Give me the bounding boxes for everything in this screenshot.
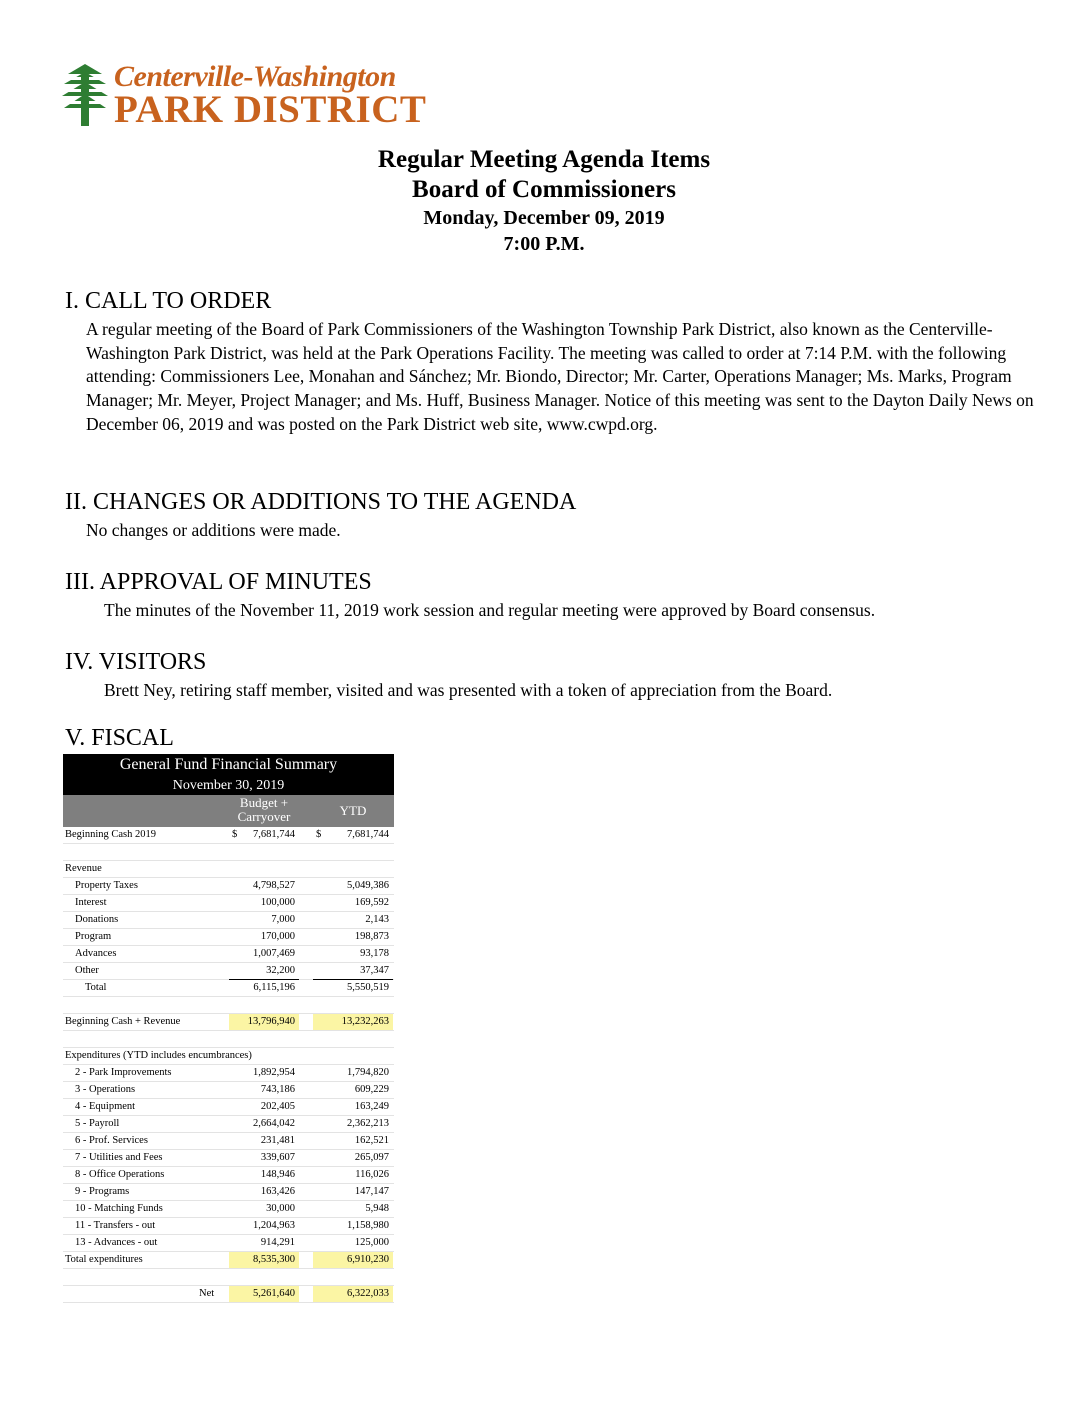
budget-value: 202,405 xyxy=(260,1101,295,1112)
section-heading-changes: II. CHANGES OR ADDITIONS TO THE AGENDA xyxy=(65,489,577,515)
ytd-value: 125,000 xyxy=(354,1237,389,1248)
row-label: Program xyxy=(75,931,112,942)
budget-value: 6,115,196 xyxy=(253,982,295,993)
logo-text-line1: Centerville-Washington xyxy=(114,60,396,93)
table-row xyxy=(63,895,394,912)
row-label: 13 - Advances - out xyxy=(75,1237,158,1248)
budget-value: 339,607 xyxy=(260,1152,295,1163)
row-label: Donations xyxy=(75,914,119,925)
budget-value: 7,000 xyxy=(271,914,295,925)
changes-text: No changes or additions were made. xyxy=(86,520,341,540)
financial-summary-table xyxy=(63,754,394,1303)
revenue-rows xyxy=(63,878,394,980)
row-label: 9 - Programs xyxy=(75,1186,130,1197)
table-row xyxy=(63,1133,394,1150)
budget-value: 148,946 xyxy=(260,1169,295,1180)
row-label: 6 - Prof. Services xyxy=(75,1135,148,1146)
call-to-order-text: A regular meeting of the Board of Park Commissioners of the Washington Township Park District, also known as the Centerville-Washington Park District, was held at the Park Operations Facility. The meeting was called to order at 7:14 P.M. with the following attending: Commissioners Lee, Monahan and Sánchez; Mr. Biondo, Director; Mr. Carter, Operations Manager; Ms. Marks, Program Manager; Mr. Meyer, Project Manager; and Ms. Huff, Business Manager. Notice of this meeting was sent to the Dayton Daily News on December 06, 2019 and was posted on the Park District web site, www.cwpd.org. xyxy=(86,319,1034,434)
row-label: Beginning Cash + Revenue xyxy=(65,1016,181,1027)
budget-value: 5,261,640 xyxy=(229,1286,299,1302)
table-row xyxy=(63,1184,394,1201)
row-label: Advances xyxy=(75,948,117,959)
table-row-revenue-total xyxy=(63,980,394,997)
budget-value: 8,535,300 xyxy=(229,1252,299,1268)
budget-value: 1,204,963 xyxy=(253,1220,295,1231)
ytd-value: 1,794,820 xyxy=(347,1067,389,1078)
budget-value: 743,186 xyxy=(260,1084,295,1095)
row-label: 5 - Payroll xyxy=(75,1118,120,1129)
budget-value: 4,798,527 xyxy=(253,880,295,891)
table-row xyxy=(63,963,394,980)
ytd-value: 2,362,213 xyxy=(347,1118,389,1129)
row-label: 2 - Park Improvements xyxy=(75,1067,172,1078)
dollar-sign: $ xyxy=(232,829,238,840)
table-row-revenue-label xyxy=(63,861,394,878)
section-heading-visitors: IV. VISITORS xyxy=(65,649,207,675)
ytd-value: 6,322,033 xyxy=(313,1286,393,1302)
table-row xyxy=(63,1150,394,1167)
table-row-expenditures-label xyxy=(63,1048,394,1065)
row-label: 10 - Matching Funds xyxy=(75,1203,163,1214)
row-label: Property Taxes xyxy=(75,880,138,891)
section-heading-fiscal: V. FISCAL xyxy=(65,725,174,751)
column-header-ytd: YTD xyxy=(339,803,367,818)
ytd-value: 265,097 xyxy=(354,1152,389,1163)
document-subtitle: Board of Commissioners xyxy=(412,176,676,203)
tree-icon xyxy=(62,62,108,128)
table-column-headers xyxy=(63,795,394,827)
ytd-value: 609,229 xyxy=(354,1084,389,1095)
ytd-value: 162,521 xyxy=(354,1135,389,1146)
row-label: Expenditures (YTD includes encumbrances) xyxy=(65,1050,252,1061)
row-label: Net xyxy=(199,1288,215,1299)
logo-text-line2: PARK DISTRICT xyxy=(114,88,427,131)
budget-value: 163,426 xyxy=(260,1186,295,1197)
table-row xyxy=(63,912,394,929)
row-label: Interest xyxy=(75,897,107,908)
ytd-value: 7,681,744 xyxy=(347,829,389,840)
table-row-beginning-cash xyxy=(63,827,394,844)
budget-value: 13,796,940 xyxy=(229,1014,299,1030)
row-label: 7 - Utilities and Fees xyxy=(75,1152,163,1163)
table-row xyxy=(63,1082,394,1099)
ytd-value: 37,347 xyxy=(313,963,393,980)
table-row xyxy=(63,1167,394,1184)
row-label: 8 - Office Operations xyxy=(75,1169,165,1180)
table-row xyxy=(63,946,394,963)
row-label: Revenue xyxy=(65,863,102,874)
ytd-value: 6,910,230 xyxy=(313,1252,393,1268)
table-row xyxy=(63,1201,394,1218)
table-date: November 30, 2019 xyxy=(63,776,394,795)
budget-value: 170,000 xyxy=(260,931,295,942)
ytd-value: 169,592 xyxy=(354,897,389,908)
row-label: Total xyxy=(85,982,107,993)
table-row-blank xyxy=(63,997,394,1014)
table-row-blank xyxy=(63,1269,394,1286)
row-label: 3 - Operations xyxy=(75,1084,136,1095)
budget-value: 1,892,954 xyxy=(253,1067,295,1078)
table-title: General Fund Financial Summary xyxy=(63,754,394,776)
ytd-value: 1,158,980 xyxy=(347,1220,389,1231)
budget-value: 1,007,469 xyxy=(253,948,295,959)
approval-of-minutes-text: The minutes of the November 11, 2019 work session and regular meeting were approved by Board consensus. xyxy=(104,600,876,620)
row-label: Total expenditures xyxy=(65,1254,143,1265)
table-row xyxy=(63,878,394,895)
table-row xyxy=(63,929,394,946)
table-row-blank xyxy=(63,1031,394,1048)
table-row-cash-plus-revenue xyxy=(63,1014,394,1031)
section-heading-approval-of-minutes: III. APPROVAL OF MINUTES xyxy=(65,569,372,595)
table-row xyxy=(63,1218,394,1235)
table-row xyxy=(63,1065,394,1082)
park-district-logo xyxy=(62,62,432,132)
dollar-sign: $ xyxy=(316,829,322,840)
column-header-budget-line1: Budget + xyxy=(239,795,289,810)
row-label: 4 - Equipment xyxy=(75,1101,136,1112)
table-row xyxy=(63,1099,394,1116)
ytd-value: 163,249 xyxy=(354,1101,389,1112)
budget-value: 914,291 xyxy=(260,1237,295,1248)
ytd-value: 116,026 xyxy=(355,1169,389,1180)
budget-value: 231,481 xyxy=(260,1135,295,1146)
ytd-value: 198,873 xyxy=(354,931,389,942)
table-row-expenditures-total xyxy=(63,1252,394,1269)
table-row-net xyxy=(63,1286,394,1303)
table-row-blank xyxy=(63,844,394,861)
row-label: Other xyxy=(75,965,99,976)
budget-value: 100,000 xyxy=(260,897,295,908)
column-header-budget xyxy=(229,796,299,824)
ytd-value: 5,550,519 xyxy=(347,982,389,993)
ytd-value: 5,948 xyxy=(365,1203,389,1214)
document-title: Regular Meeting Agenda Items xyxy=(377,146,711,173)
ytd-value: 93,178 xyxy=(360,948,389,959)
expenditure-rows xyxy=(63,1065,394,1252)
budget-value: 7,681,744 xyxy=(253,829,295,840)
column-header-budget-line2: Carryover xyxy=(237,809,291,824)
row-label: Beginning Cash 2019 xyxy=(65,829,156,840)
meeting-time: 7:00 P.M. xyxy=(503,233,585,255)
budget-value: 30,000 xyxy=(266,1203,295,1214)
section-heading-call-to-order: I. CALL TO ORDER xyxy=(65,288,272,314)
ytd-value: 2,143 xyxy=(365,914,389,925)
visitors-text: Brett Ney, retiring staff member, visited and was presented with a token of appreciation from the Board. xyxy=(104,680,833,700)
meeting-date: Monday, December 09, 2019 xyxy=(423,207,665,229)
row-label: 11 - Transfers - out xyxy=(75,1220,156,1231)
budget-value: 2,664,042 xyxy=(253,1118,295,1129)
ytd-value: 5,049,386 xyxy=(347,880,389,891)
table-row xyxy=(63,1235,394,1252)
ytd-value: 13,232,263 xyxy=(313,1014,393,1030)
table-row xyxy=(63,1116,394,1133)
budget-value: 32,200 xyxy=(229,963,299,980)
ytd-value: 147,147 xyxy=(354,1186,389,1197)
